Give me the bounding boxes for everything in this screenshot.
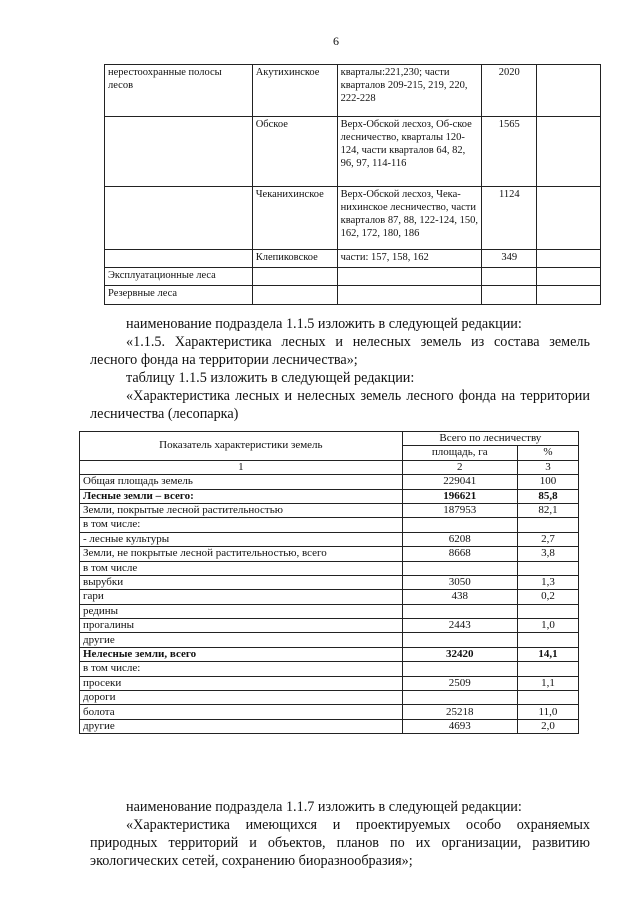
- table-row: [105, 117, 601, 187]
- quarters-cell: [337, 268, 482, 286]
- table-row: [80, 503, 579, 517]
- percent-cell: [517, 633, 578, 647]
- category-cell: [105, 187, 253, 250]
- table-row: [80, 575, 579, 589]
- table-row: [105, 187, 601, 250]
- forestry-cell: Клепиковское: [252, 250, 337, 268]
- table-row: [80, 561, 579, 575]
- area-cell: 1124: [482, 187, 537, 250]
- forestry-cell: [252, 268, 337, 286]
- area-cell: 349: [482, 250, 537, 268]
- percent-cell: 11,0: [517, 705, 578, 719]
- percent-cell: 100: [517, 475, 578, 489]
- paragraph-subsection-1-1-5: наименование подраздела 1.1.5 изложить в следующей редакции:: [126, 316, 522, 332]
- quarters-cell: кварталы:221,230; части кварталов 209-215, 219, 220, 222-228: [337, 65, 482, 117]
- percent-cell: 0,2: [517, 590, 578, 604]
- area-cell: 3050: [402, 575, 517, 589]
- header-area: площадь, га: [402, 446, 517, 460]
- area-cell: 2020: [482, 65, 537, 117]
- table-row: [80, 705, 579, 719]
- row-label: болота: [80, 705, 403, 719]
- area-cell: 6208: [402, 532, 517, 546]
- table-row: [105, 268, 601, 286]
- row-label: Лесные земли – всего:: [80, 489, 403, 503]
- area-cell: 4693: [402, 719, 517, 733]
- table-row: [80, 691, 579, 705]
- percent-cell: [517, 604, 578, 618]
- row-label: дороги: [80, 691, 403, 705]
- row-label: просеки: [80, 676, 403, 690]
- area-cell: [482, 268, 537, 286]
- table-row: [80, 532, 579, 546]
- paragraph-table-title: «Характеристика лесных и нелесных земель лесного фонда на территории лесничества (лесопарка): [90, 388, 590, 422]
- percent-cell: 1,0: [517, 619, 578, 633]
- row-label: Земли, покрытые лесной растительностью: [80, 503, 403, 517]
- quarters-cell: Верх-Обской лесхоз, Чека-нихинское лесничество, части кварталов 87, 88, 122-124, 150, 162, 172, 180, 186: [337, 187, 482, 250]
- area-cell: 32420: [402, 647, 517, 661]
- quarters-cell: Верх-Обской лесхоз, Об-ское лесничество, кварталы 120-124, части кварталов 64, 82, 96, 97, 114-116: [337, 117, 482, 187]
- area-cell: [482, 286, 537, 305]
- extra-cell: [537, 187, 601, 250]
- category-cell: Резервные леса: [105, 286, 253, 305]
- row-label: Общая площадь земель: [80, 475, 403, 489]
- table-header: [80, 432, 579, 475]
- protected-forests-table-body: [105, 65, 601, 305]
- row-label: редины: [80, 604, 403, 618]
- area-cell: [402, 633, 517, 647]
- protected-forests-table: [104, 64, 601, 305]
- table-row: [80, 647, 579, 661]
- row-label: Нелесные земли, всего: [80, 647, 403, 661]
- area-cell: [402, 662, 517, 676]
- table-row: [80, 475, 579, 489]
- percent-cell: 1,1: [517, 676, 578, 690]
- land-characteristics-table: [79, 431, 579, 734]
- quarters-cell: [337, 286, 482, 305]
- extra-cell: [537, 286, 601, 305]
- row-label: гари: [80, 590, 403, 604]
- table-row: [80, 590, 579, 604]
- table-row: [80, 676, 579, 690]
- area-cell: [402, 561, 517, 575]
- area-cell: 2509: [402, 676, 517, 690]
- percent-cell: 2,7: [517, 532, 578, 546]
- area-cell: 187953: [402, 503, 517, 517]
- percent-cell: 85,8: [517, 489, 578, 503]
- forestry-cell: [252, 286, 337, 305]
- paragraph-title-1-1-5: «1.1.5. Характеристика лесных и нелесных земель из состава земель лесного фонда на территории лесничества»;: [90, 334, 590, 368]
- area-cell: 1565: [482, 117, 537, 187]
- forestry-cell: Чеканихинское: [252, 187, 337, 250]
- area-cell: [402, 691, 517, 705]
- table-row: [80, 489, 579, 503]
- percent-cell: [517, 561, 578, 575]
- row-label: Земли, не покрытые лесной растительностью, всего: [80, 547, 403, 561]
- table-body: [80, 475, 579, 734]
- row-label: - лесные культуры: [80, 532, 403, 546]
- table-row: [80, 604, 579, 618]
- paragraph-table-1-1-5: таблицу 1.1.5 изложить в следующей редакции:: [126, 370, 415, 386]
- header-col-number: 2: [402, 460, 517, 474]
- percent-cell: 3,8: [517, 547, 578, 561]
- percent-cell: [517, 662, 578, 676]
- area-cell: 196621: [402, 489, 517, 503]
- area-cell: 25218: [402, 705, 517, 719]
- header-col-number: 1: [80, 460, 403, 474]
- table-row: [105, 286, 601, 305]
- percent-cell: 2,0: [517, 719, 578, 733]
- table-row: [80, 662, 579, 676]
- extra-cell: [537, 268, 601, 286]
- forestry-cell: Обское: [252, 117, 337, 187]
- quarters-cell: части: 157, 158, 162: [337, 250, 482, 268]
- row-label: в том числе:: [80, 662, 403, 676]
- row-label: другие: [80, 719, 403, 733]
- table-row: [80, 518, 579, 532]
- extra-cell: [537, 117, 601, 187]
- extra-cell: [537, 65, 601, 117]
- category-cell: нерестоохранные полосы лесов: [105, 65, 253, 117]
- category-cell: [105, 117, 253, 187]
- header-total: Всего по лесничеству: [402, 432, 578, 446]
- area-cell: [402, 518, 517, 532]
- header-indicator: Показатель характеристики земель: [80, 432, 403, 461]
- table-row: [80, 719, 579, 733]
- table-row: [80, 547, 579, 561]
- area-cell: 2443: [402, 619, 517, 633]
- table-row: [80, 633, 579, 647]
- paragraph-subsection-1-1-7: наименование подраздела 1.1.7 изложить в следующей редакции:: [126, 799, 522, 815]
- row-label: другие: [80, 633, 403, 647]
- percent-cell: 82,1: [517, 503, 578, 517]
- row-label: в том числе: [80, 561, 403, 575]
- paragraph-title-1-1-7: «Характеристика имеющихся и проектируемых особо охраняемых природных территорий и объектов, планов по их организации, развитию экологических сетей, сохранению биоразнообразия»;: [90, 817, 590, 869]
- percent-cell: [517, 691, 578, 705]
- category-cell: [105, 250, 253, 268]
- forestry-cell: Акутихинское: [252, 65, 337, 117]
- table-row: [80, 619, 579, 633]
- page-number: 6: [333, 34, 339, 48]
- category-cell: Эксплуатационные леса: [105, 268, 253, 286]
- header-percent: %: [517, 446, 578, 460]
- row-label: в том числе:: [80, 518, 403, 532]
- table-row: [105, 65, 601, 117]
- area-cell: 438: [402, 590, 517, 604]
- row-label: вырубки: [80, 575, 403, 589]
- table-row: [105, 250, 601, 268]
- area-cell: [402, 604, 517, 618]
- percent-cell: 1,3: [517, 575, 578, 589]
- header-col-number: 3: [517, 460, 578, 474]
- area-cell: 8668: [402, 547, 517, 561]
- extra-cell: [537, 250, 601, 268]
- percent-cell: 14,1: [517, 647, 578, 661]
- row-label: прогалины: [80, 619, 403, 633]
- percent-cell: [517, 518, 578, 532]
- area-cell: 229041: [402, 475, 517, 489]
